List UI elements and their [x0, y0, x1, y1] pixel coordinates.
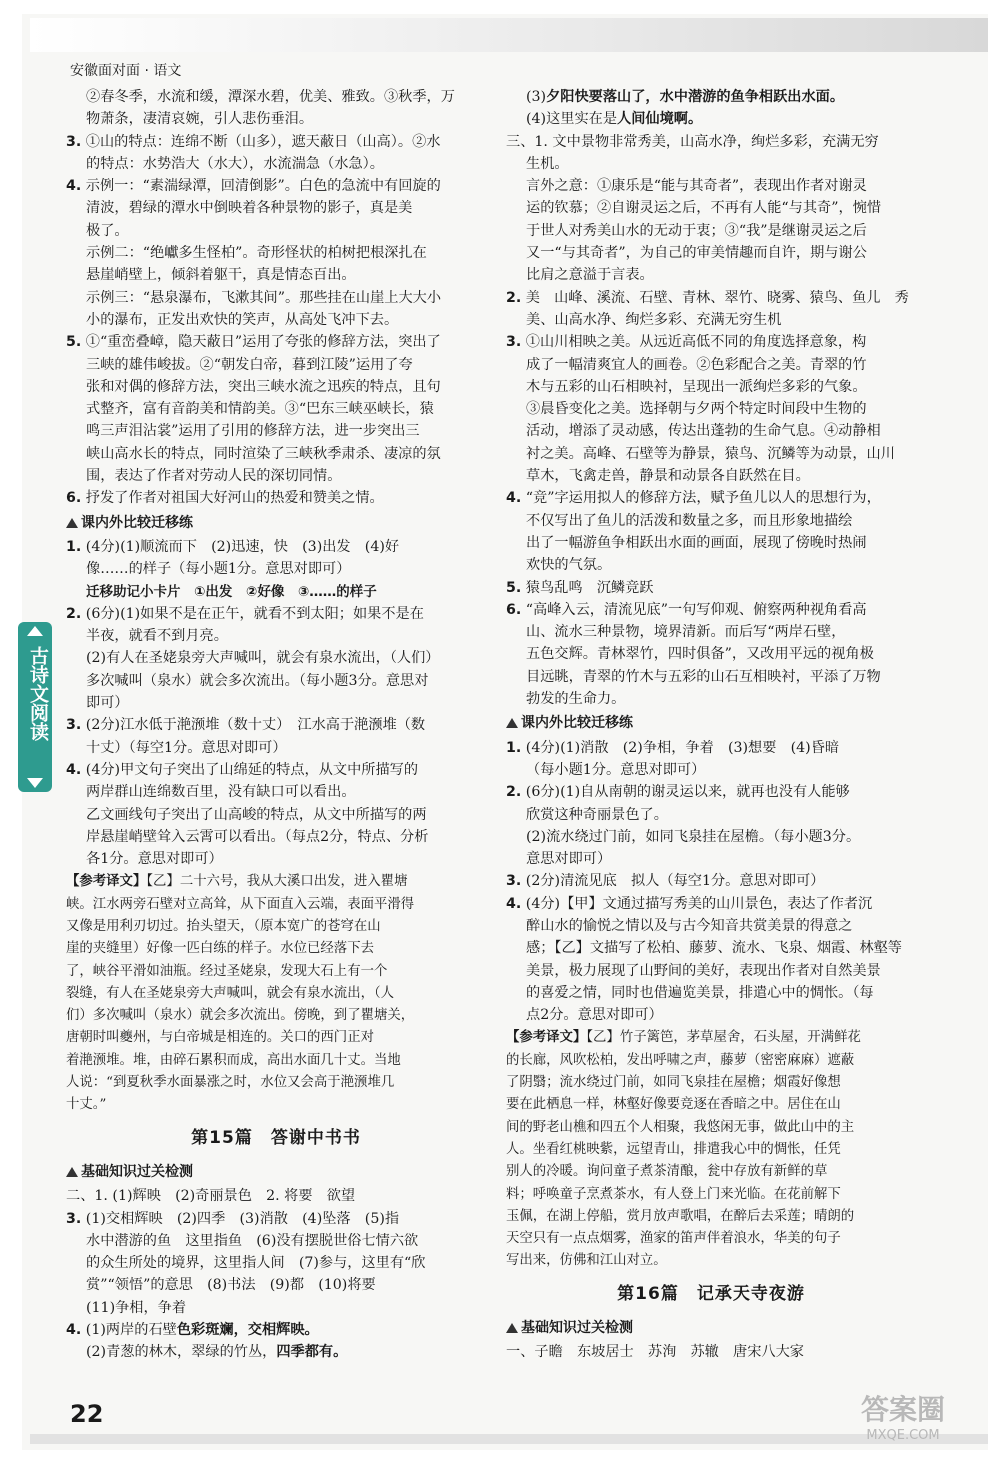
article-title: 第15篇 答谢中书书: [191, 1127, 361, 1148]
text-line: 成了一幅清爽宜人的画卷。②色彩配合之美。青翠的竹: [526, 356, 867, 373]
memory-card: 迁移助记小卡片 ①出发 ②好像 ③……的样子: [86, 583, 377, 600]
triangle-icon: [506, 1323, 518, 1333]
text-line: 五色交辉。青林翠竹，四时俱备”，又改用平远的视角极: [526, 646, 874, 663]
text-line: 二、1. (1)辉映 (2)奇丽景色 2. 将要 欲望: [66, 1188, 356, 1205]
text-line: 活动，增添了灵动感，传达出蓬勃的生命气息。④动静相: [526, 423, 881, 440]
left-column: [66, 86, 486, 1364]
question-number: 2.: [506, 784, 522, 801]
text-line: 出了一幅游鱼争相跃出水面的画面，展现了傍晚时热闹: [526, 534, 867, 551]
text-line: 欣赏这种奇丽景色了。: [526, 806, 668, 823]
text-line: 示例三：“悬泉瀑布，飞漱其间”。那些挂在山崖上大大小: [86, 289, 442, 306]
text-line: 围，表达了作者对劳动人民的深切同情。: [86, 468, 342, 485]
text-line: 赏”“领悟”的意思 (8)书法 (9)都 (10)将要: [86, 1277, 376, 1294]
text-line: 半夜，就看不到月亮。: [86, 628, 228, 645]
text-line: ①“重峦叠嶂，隐天蔽日”运用了夸张的修辞方法，突出了: [85, 334, 441, 351]
question-number: 6.: [506, 601, 522, 618]
section-heading: [66, 1161, 486, 1183]
text-line: 勃发的生命力。: [526, 691, 626, 708]
text-line: 要在此栖息一样，林壑好像要竞逐在香暗之中。居住在山: [506, 1097, 841, 1113]
question-number: 4.: [66, 761, 82, 778]
section-heading-label: 基础知识过关检测: [521, 1320, 633, 1337]
text-line: (2分)江水低于滟滪堆（数十丈） 江水高于滟滪堆（数: [85, 717, 426, 734]
text-line: 岸悬崖峭壁耸入云霄可以看出。（每点2分，特点、分析: [86, 828, 429, 845]
question-number: 1.: [66, 538, 82, 555]
right-column: [506, 86, 916, 1364]
text-line: 的特点：水势浩大（水大），水流湍急（水急）。: [86, 155, 384, 172]
text-line: 水中潜游的鱼 这里指鱼 (6)没有摆脱世俗七情六欲: [86, 1232, 419, 1249]
text-line: (6分)(1)如果不是在正午，就看不到太阳；如果不是在: [85, 605, 424, 622]
text-line-bold: 四季都有。: [276, 1344, 348, 1361]
text-line: ②春冬季，水流和缓，潭深水碧，优美、雅致。③秋季，万: [86, 89, 455, 105]
watermark-text: 答案圈: [860, 1393, 945, 1426]
text-line: 猿鸟乱鸣 沉鳞竞跃: [525, 579, 654, 596]
text-line: 于世人对秀美山水的无动于衷；③“我”是继谢灵运之后: [526, 222, 867, 239]
text-line: 十丈。”: [66, 1097, 107, 1113]
text-line: 示例一：“素湍绿潭，回清倒影”。白色的急流中有回旋的: [85, 178, 441, 195]
text-line: (4分)【甲】文通过描写秀美的山川景色，表达了作者沉: [525, 895, 873, 912]
question-number: 6.: [66, 490, 82, 507]
reference-label: 【参考译文】: [66, 873, 147, 890]
text-line: 两岸群山连绵数百里，没有缺口可以看出。: [86, 784, 356, 801]
text-line: 了，峡谷平滑如油瓶。经过圣姥泉，发现大石上有一个: [66, 963, 388, 979]
question-number: 3.: [66, 1210, 82, 1227]
text-line: 崖的夹缝里）好像一匹白练的样子。水位已经落下去: [66, 941, 374, 957]
question-number: 3.: [66, 133, 82, 150]
text-line: 峡。江水两旁石壁对立高耸，从下面直入云端，表面平滑得: [66, 896, 415, 912]
question-number: 2.: [66, 605, 82, 622]
question-number: 5.: [506, 579, 522, 596]
side-tab-label: 古诗文阅读: [27, 646, 49, 741]
text-line: (2)流水绕过门前，如同飞泉挂在屋檐。（每小题3分。: [526, 828, 861, 845]
text-line: 的长廊，风吹松柏，发出呼啸之声，藤萝（密密麻麻）遮蔽: [506, 1052, 855, 1068]
top-banner: [30, 18, 988, 52]
text-line: ①山的特点：连绵不断（山多），遮天蔽日（山高）。②水: [85, 133, 441, 150]
text-line: 意思对即可）: [526, 851, 612, 868]
question-number: 4.: [506, 490, 522, 507]
text-line: 张和对偶的修辞方法，突出三峡水流之迅疾的特点，且句: [86, 378, 441, 395]
text-line: 美 山峰、溪流、石壁、青林、翠竹、晓雾、猿鸟、鱼儿 秀: [525, 289, 909, 306]
text-line: (2分)清流见底 拟人（每空1分。意思对即可）: [525, 873, 825, 890]
text-line: (11)争相，争着: [86, 1299, 187, 1316]
question-number: 4.: [506, 895, 522, 912]
text-line: 间的野老山樵和四五个人相聚，我悠闲无事，做此山中的主: [506, 1119, 855, 1135]
section-heading-label: 课内外比较迁移练: [521, 715, 633, 732]
text-line: 目远眺，青翠的竹木与五彩的山石互相映衬，平添了万物: [526, 668, 881, 685]
section-heading-label: 基础知识过关检测: [81, 1163, 193, 1180]
text-line: 的喜爱之情，同时也借遍览美景，排遣心中的惆怅。（每: [526, 984, 874, 1001]
section-heading-label: 课内外比较迁移练: [81, 514, 193, 531]
text-line: 了阴翳；流水绕过门前，如同飞泉挂在屋檐；烟霞好像想: [506, 1075, 841, 1091]
text-line: 各1分。意思对即可）: [86, 851, 223, 868]
text-line-bold: 色彩斑斓，交相辉映。: [176, 1322, 319, 1339]
text-line: 即可）: [86, 695, 129, 712]
watermark-logo: [828, 1392, 978, 1452]
text-line: 天空只有一点点烟雾，渔家的笛声伴着浪水，华美的句子: [506, 1231, 841, 1247]
text-line: (2)青葱的林木，翠绿的竹丛，: [86, 1344, 277, 1361]
running-header: 安徽面对面 · 语文: [70, 63, 182, 79]
text-line: 美、山高水净、绚烂多彩、充满无穷生机: [526, 311, 782, 328]
text-line: 人说：“到夏秋季水面暴涨之时，水位又会高于滟滪堆几: [66, 1075, 395, 1091]
text-line: 着滟滪堆。堆，由碎石累积而成，高出水面几十丈。当地: [66, 1052, 401, 1068]
section-heading: [66, 512, 486, 534]
text-line: 唐朝时叫夔州，与白帝城是相连的。关口的西门正对: [66, 1030, 374, 1046]
text-line: 像……的样子（每小题1分。意思对即可）: [86, 561, 351, 578]
section-heading: [506, 1317, 916, 1339]
text-line: 裂缝，有人在圣姥泉旁大声喊叫，就会有泉水流出，（人: [66, 985, 395, 1001]
text-line: 不仅写出了鱼儿的活泼和数量之多，而且形象地描绘: [526, 512, 853, 529]
text-line: 们）多次喊叫（泉水）就会多次流出。傍晚，到了瞿塘关，: [66, 1008, 415, 1024]
text-line: 悬崖峭壁上，倾斜着躯干，真是情态百出。: [86, 267, 356, 284]
question-number: 1.: [506, 739, 522, 756]
text-line: 料；呼唤童子烹煮茶水，有人登上门来光临。在花前解下: [506, 1186, 841, 1202]
text-line: 人。坐看红桃映紫，远望青山，排遣我心中的惆怅，任凭: [506, 1141, 841, 1157]
text-line: 乙文画线句子突出了山高峻的特点，从文中所描写的两: [86, 806, 427, 823]
text-line: 又一“与其奇者”，为自己的审美情趣而自许，期与谢公: [526, 245, 867, 262]
triangle-icon: [506, 718, 518, 728]
text-line: 的众生所处的境界，这里指人间 (7)参与，这里有“欣: [86, 1255, 426, 1272]
text-line: “竞”字运用拟人的修辞方法，赋予鱼儿以人的思想行为，: [525, 490, 881, 507]
text-line: 生机。: [526, 155, 569, 172]
text-line: 极了。: [86, 222, 129, 239]
text-line: (1)交相辉映 (2)四季 (3)消散 (4)坠落 (5)指: [85, 1210, 400, 1227]
text-line: 鸣三声泪沾裳”运用了引用的修辞方法，进一步突出三: [86, 423, 420, 440]
text-line: 木与五彩的山石相映衬，呈现出一派绚烂多彩的气象。: [526, 378, 867, 395]
text-line: 峡山高水长的特点，同时渲染了三峡秋季肃杀、凄凉的氛: [86, 445, 441, 462]
side-tab: [18, 622, 52, 792]
text-line: 醉山水的愉悦之情以及与古今知音共赏美景的得意之: [526, 917, 853, 934]
text-line: 多次喊叫（泉水）就会多次流出。（每小题3分。意思对: [86, 672, 429, 689]
question-number: 5.: [66, 334, 82, 351]
text-line-bold: 人间仙境啊。: [617, 111, 703, 128]
watermark-url: MXQE.COM: [866, 1428, 940, 1443]
text-line: (4分)甲文句子突出了山绵延的特点，从文中所描写的: [85, 761, 419, 778]
reference-label: 【参考译文】: [506, 1029, 587, 1046]
text-line: 物萧条，凄清哀婉，引人悲伤垂泪。: [86, 111, 314, 128]
text-line: (3): [526, 89, 547, 105]
text-line: ①山川相映之美。从远近高低不同的角度选择意象，构: [525, 334, 867, 351]
section-heading: [506, 712, 916, 734]
text-line: (4分)(1)顺流而下 (2)迅速，快 (3)出发 (4)好: [85, 538, 400, 555]
text-line: 三峡的雄伟峻拔。②“朝发白帝，暮到江陵”运用了夸: [86, 356, 413, 373]
article-title: 第16篇 记承天寺夜游: [617, 1283, 805, 1304]
text-line: ③晨昏变化之美。选择朝与夕两个特定时间段中生物的: [526, 401, 867, 418]
text-line: 抒发了作者对祖国大好河山的热爱和赞美之情。: [85, 490, 384, 507]
arrow-down-icon: [27, 778, 43, 788]
question-number: 4.: [66, 1322, 82, 1339]
text-line: 言外之意：①康乐是“能与其奇者”，表现出作者对谢灵: [526, 178, 867, 195]
text-line: 【乙】二十六号，我从大溪口出发，进入瞿塘: [146, 874, 408, 890]
question-number: 2.: [506, 289, 522, 306]
text-line: 又像是用利刃切过。抬头望天，（原本宽广的苍穹在山: [66, 918, 381, 934]
triangle-icon: [66, 1167, 78, 1177]
text-line: 别人的冷暖。询问童子煮茶清酿，瓮中存放有新鲜的草: [506, 1164, 828, 1180]
text-line: 欢快的气氛。: [526, 557, 612, 574]
text-line: （每小题1分。意思对即可）: [526, 761, 706, 778]
text-line: 衬之美。高峰、石壁等为静景，猿鸟、沉鳞等为动景，山川: [526, 445, 895, 462]
text-line: (2)有人在圣姥泉旁大声喊叫，就会有泉水流出，（人们）: [86, 650, 440, 667]
text-line: 【乙】竹子篱笆，茅草屋舍，石头屋，开满鲜花: [586, 1030, 861, 1046]
text-line: 玉佩，在湖上停船，赏月放声歌唱，在醉后去采莲；晴朗的: [506, 1208, 855, 1224]
text-line-bold: 夕阳快要落山了，水中潜游的鱼争相跃出水面。: [546, 89, 845, 105]
question-number: 4.: [66, 178, 82, 195]
text-line: (1)两岸的石壁: [85, 1322, 177, 1339]
text-line: 三、1. 文中景物非常秀美，山高水净，绚烂多彩，充满无穷: [506, 133, 879, 150]
text-line: 山、流水三种景物，境界清新。而后写“两岸石壁，: [526, 624, 846, 641]
text-line: 写出来，仿佛和江山对立。: [506, 1253, 667, 1269]
triangle-icon: [66, 518, 78, 528]
text-line: “高峰入云，清流见底”一句写仰观、俯察两种视角看高: [525, 601, 867, 618]
question-number: 3.: [506, 334, 522, 351]
text-line: 清波，碧绿的潭水中倒映着各种景物的影子，真是美: [86, 200, 413, 217]
text-line: 十丈）（每空1分。意思对即可）: [86, 739, 287, 756]
text-line: 小的瀑布，正发出欢快的笑声，从高处飞冲下去。: [86, 311, 399, 328]
text-line: 美景，极力展现了山野间的美好，表现出作者对自然美景: [526, 962, 881, 979]
text-line: 示例二：“绝巘多生怪柏”。奇形怪状的柏树把根深扎在: [86, 245, 427, 262]
text-line: 感；【乙】文描写了松柏、藤萝、流水、飞泉、烟霞、林壑等: [526, 940, 902, 957]
page-number: 22: [70, 1400, 104, 1428]
text-line: 运的钦慕；②自谢灵运之后，不再有人能“与其奇”，惋惜: [526, 200, 882, 217]
text-line: (4)这里实在是: [526, 111, 618, 128]
text-line: (4分)(1)消散 (2)争相，争着 (3)想要 (4)昏暗: [525, 739, 840, 756]
text-line: 点2分。意思对即可）: [526, 1007, 663, 1024]
text-line: 式整齐，富有音韵美和情韵美。③“巴东三峡巫峡长，猿: [86, 401, 434, 418]
question-number: 3.: [506, 873, 522, 890]
text-line: (6分)(1)自从南朝的谢灵运以来，就再也没有人能够: [525, 784, 850, 801]
arrow-up-icon: [27, 626, 43, 636]
text-line: 一、子瞻 东坡居士 苏洵 苏辙 唐宋八大家: [506, 1344, 804, 1361]
text-line: 草木，飞禽走兽，静景和动景各自跃然在目。: [526, 468, 810, 485]
question-number: 3.: [66, 717, 82, 734]
text-line: 比肩之意溢于言表。: [526, 267, 654, 284]
